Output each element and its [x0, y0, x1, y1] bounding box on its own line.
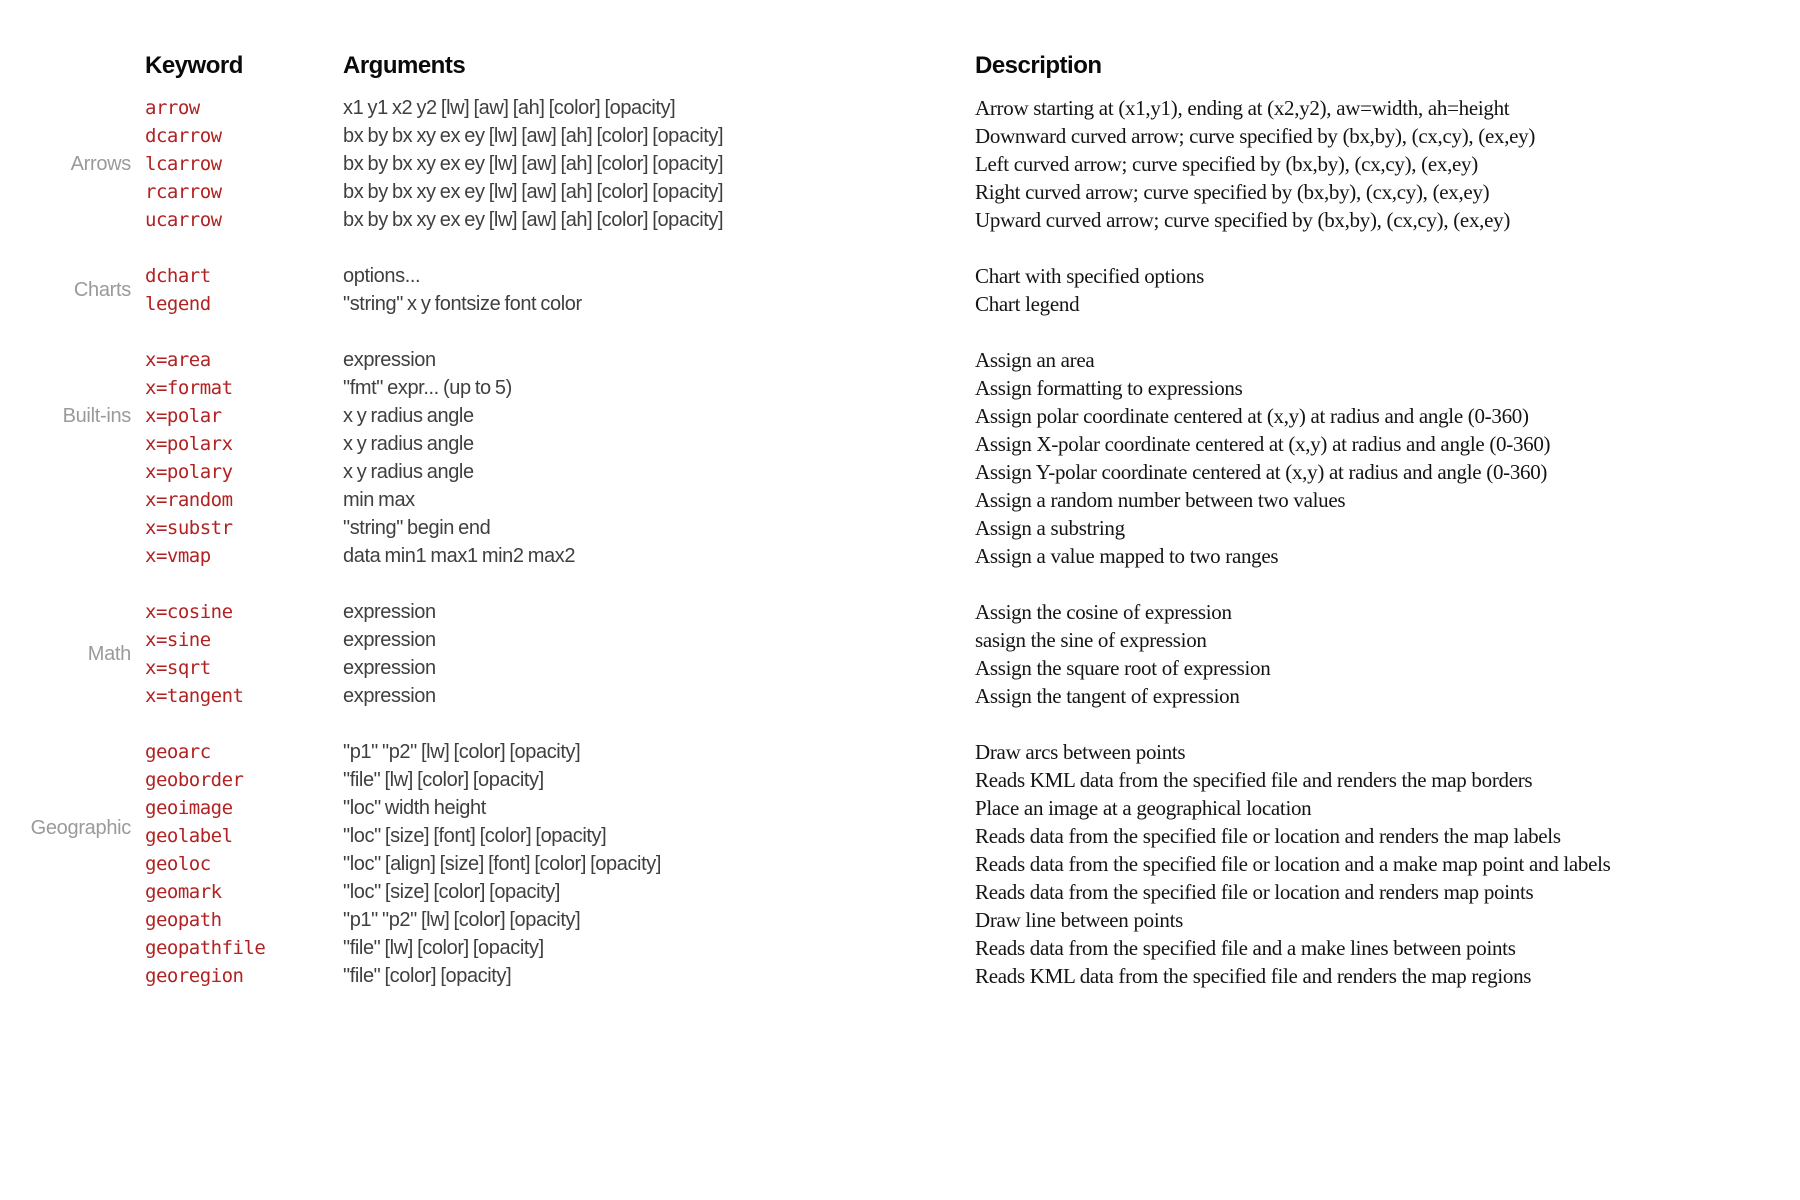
arguments-cell: x y radius angle	[343, 433, 474, 455]
keyword-cell: georegion	[145, 965, 244, 987]
description-cell: Reads data from the specified file or location and renders map points	[975, 880, 1534, 904]
description-cell: Assign an area	[975, 348, 1095, 372]
arguments-cell: "file" [color] [opacity]	[343, 965, 512, 987]
keyword-cell: dchart	[145, 265, 211, 287]
table-header-row	[0, 50, 1800, 82]
description-cell: Reads KML data from the specified file and renders the map borders	[975, 768, 1533, 792]
table-row	[145, 122, 1800, 150]
keyword-cell: arrow	[145, 97, 200, 119]
arguments-cell: x y radius angle	[343, 461, 474, 483]
description-cell: Assign the cosine of expression	[975, 600, 1232, 624]
keyword-cell: geomark	[145, 881, 222, 903]
column-header-keyword: Keyword	[145, 52, 243, 79]
group-label: Arrows	[70, 153, 131, 175]
arguments-cell: "loc" width height	[343, 797, 486, 819]
table-row	[145, 626, 1800, 654]
keyword-cell: legend	[145, 293, 211, 315]
group-label: Built-ins	[62, 405, 131, 427]
table-row	[145, 822, 1800, 850]
column-header-arguments: Arguments	[343, 52, 466, 79]
keyword-cell: geoarc	[145, 741, 211, 763]
arguments-cell: bx by bx xy ex ey [lw] [aw] [ah] [color] [opacity]	[343, 153, 724, 175]
description-cell: Assign X-polar coordinate centered at (x,y) at radius and angle (0-360)	[975, 432, 1551, 456]
description-cell: Assign a substring	[975, 516, 1125, 540]
group-arrows	[0, 94, 1800, 234]
arguments-cell: "loc" [align] [size] [font] [color] [opacity]	[343, 853, 662, 875]
keyword-cell: dcarrow	[145, 125, 222, 147]
table-row	[145, 178, 1800, 206]
description-cell: Assign the tangent of expression	[975, 684, 1240, 708]
description-cell: Right curved arrow; curve specified by (bx,by), (cx,cy), (ex,ey)	[975, 180, 1490, 204]
group-charts	[0, 262, 1800, 318]
arguments-cell: expression	[343, 657, 436, 679]
description-cell: sasign the sine of expression	[975, 628, 1207, 652]
description-cell: Place an image at a geographical location	[975, 796, 1312, 820]
table-row	[145, 374, 1800, 402]
table-row	[145, 794, 1800, 822]
table-row	[145, 150, 1800, 178]
table-row	[145, 514, 1800, 542]
arguments-cell: bx by bx xy ex ey [lw] [aw] [ah] [color] [opacity]	[343, 181, 724, 203]
keyword-cell: x=polary	[145, 461, 233, 483]
arguments-cell: bx by bx xy ex ey [lw] [aw] [ah] [color] [opacity]	[343, 125, 724, 147]
group-geographic	[0, 738, 1800, 990]
keyword-cell: geoimage	[145, 797, 233, 819]
table-row	[145, 598, 1800, 626]
keyword-cell: x=vmap	[145, 545, 211, 567]
keyword-cell: geopath	[145, 909, 222, 931]
table-row	[145, 486, 1800, 514]
keyword-cell: x=random	[145, 489, 233, 511]
keyword-cell: x=format	[145, 377, 233, 399]
column-header-description: Description	[975, 52, 1102, 79]
keyword-cell: x=area	[145, 349, 211, 371]
keyword-cell: geopathfile	[145, 937, 266, 959]
arguments-cell: x1 y1 x2 y2 [lw] [aw] [ah] [color] [opacity]	[343, 97, 676, 119]
description-cell: Draw line between points	[975, 908, 1183, 932]
keyword-cell: ucarrow	[145, 209, 222, 231]
table-row	[145, 766, 1800, 794]
table-row	[145, 430, 1800, 458]
keyword-cell: x=cosine	[145, 601, 233, 623]
keyword-cell: x=sqrt	[145, 657, 211, 679]
table-row	[145, 262, 1800, 290]
description-cell: Reads data from the specified file or location and renders the map labels	[975, 824, 1561, 848]
group-rows	[145, 94, 1800, 234]
group-rows	[145, 738, 1800, 990]
table-row	[145, 850, 1800, 878]
table-row	[145, 738, 1800, 766]
arguments-cell: x y radius angle	[343, 405, 474, 427]
arguments-cell: expression	[343, 685, 436, 707]
description-cell: Assign a random number between two values	[975, 488, 1346, 512]
keyword-cell: rcarrow	[145, 181, 222, 203]
description-cell: Assign a value mapped to two ranges	[975, 544, 1279, 568]
group-label: Charts	[73, 279, 131, 301]
group-label: Geographic	[30, 817, 131, 839]
table-row	[145, 346, 1800, 374]
description-cell: Chart legend	[975, 292, 1080, 316]
arguments-cell: "p1" "p2" [lw] [color] [opacity]	[343, 909, 581, 931]
table-row	[145, 962, 1800, 990]
description-cell: Assign polar coordinate centered at (x,y) at radius and angle (0-360)	[975, 404, 1529, 428]
keyword-cell: x=polar	[145, 405, 222, 427]
table-row	[145, 458, 1800, 486]
keyword-cell: geolabel	[145, 825, 233, 847]
description-cell: Upward curved arrow; curve specified by (bx,by), (cx,cy), (ex,ey)	[975, 208, 1511, 232]
keyword-cell: x=substr	[145, 517, 233, 539]
description-cell: Chart with specified options	[975, 264, 1204, 288]
keyword-cell: x=sine	[145, 629, 211, 651]
group-rows	[145, 346, 1800, 570]
table-row	[145, 878, 1800, 906]
keyword-cell: x=tangent	[145, 685, 244, 707]
arguments-cell: "file" [lw] [color] [opacity]	[343, 937, 544, 959]
arguments-cell: bx by bx xy ex ey [lw] [aw] [ah] [color] [opacity]	[343, 209, 724, 231]
group-builtins	[0, 346, 1800, 570]
arguments-cell: "string" begin end	[343, 517, 491, 539]
description-cell: Reads KML data from the specified file and renders the map regions	[975, 964, 1532, 988]
description-cell: Arrow starting at (x1,y1), ending at (x2,y2), aw=width, ah=height	[975, 96, 1510, 120]
table-row	[145, 402, 1800, 430]
keyword-cell: geoborder	[145, 769, 244, 791]
arguments-cell: data min1 max1 min2 max2	[343, 545, 576, 567]
keyword-cell: lcarrow	[145, 153, 222, 175]
arguments-cell: "p1" "p2" [lw] [color] [opacity]	[343, 741, 581, 763]
table-row	[145, 654, 1800, 682]
table-row	[145, 682, 1800, 710]
arguments-cell: expression	[343, 349, 436, 371]
group-math	[0, 598, 1800, 710]
arguments-cell: "string" x y fontsize font color	[343, 293, 582, 315]
description-cell: Assign Y-polar coordinate centered at (x,y) at radius and angle (0-360)	[975, 460, 1548, 484]
table-row	[145, 542, 1800, 570]
keyword-cell: geoloc	[145, 853, 211, 875]
table-row	[145, 290, 1800, 318]
group-rows	[145, 598, 1800, 710]
table-row	[145, 94, 1800, 122]
arguments-cell: options...	[343, 265, 421, 287]
keyword-cell: x=polarx	[145, 433, 233, 455]
description-cell: Assign the square root of expression	[975, 656, 1271, 680]
arguments-cell: min max	[343, 489, 415, 511]
description-cell: Draw arcs between points	[975, 740, 1186, 764]
arguments-cell: expression	[343, 629, 436, 651]
table-row	[145, 906, 1800, 934]
arguments-cell: "loc" [size] [font] [color] [opacity]	[343, 825, 607, 847]
arguments-cell: "file" [lw] [color] [opacity]	[343, 769, 544, 791]
table-row	[145, 206, 1800, 234]
arguments-cell: expression	[343, 601, 436, 623]
arguments-cell: "fmt" expr... (up to 5)	[343, 377, 512, 399]
group-rows	[145, 262, 1800, 318]
arguments-cell: "loc" [size] [color] [opacity]	[343, 881, 561, 903]
description-cell: Reads data from the specified file and a make lines between points	[975, 936, 1516, 960]
table-row	[145, 934, 1800, 962]
description-cell: Left curved arrow; curve specified by (bx,by), (cx,cy), (ex,ey)	[975, 152, 1478, 176]
description-cell: Downward curved arrow; curve specified by (bx,by), (cx,cy), (ex,ey)	[975, 124, 1536, 148]
description-cell: Reads data from the specified file or location and a make map point and labels	[975, 852, 1611, 876]
description-cell: Assign formatting to expressions	[975, 376, 1243, 400]
group-label: Math	[87, 643, 131, 665]
